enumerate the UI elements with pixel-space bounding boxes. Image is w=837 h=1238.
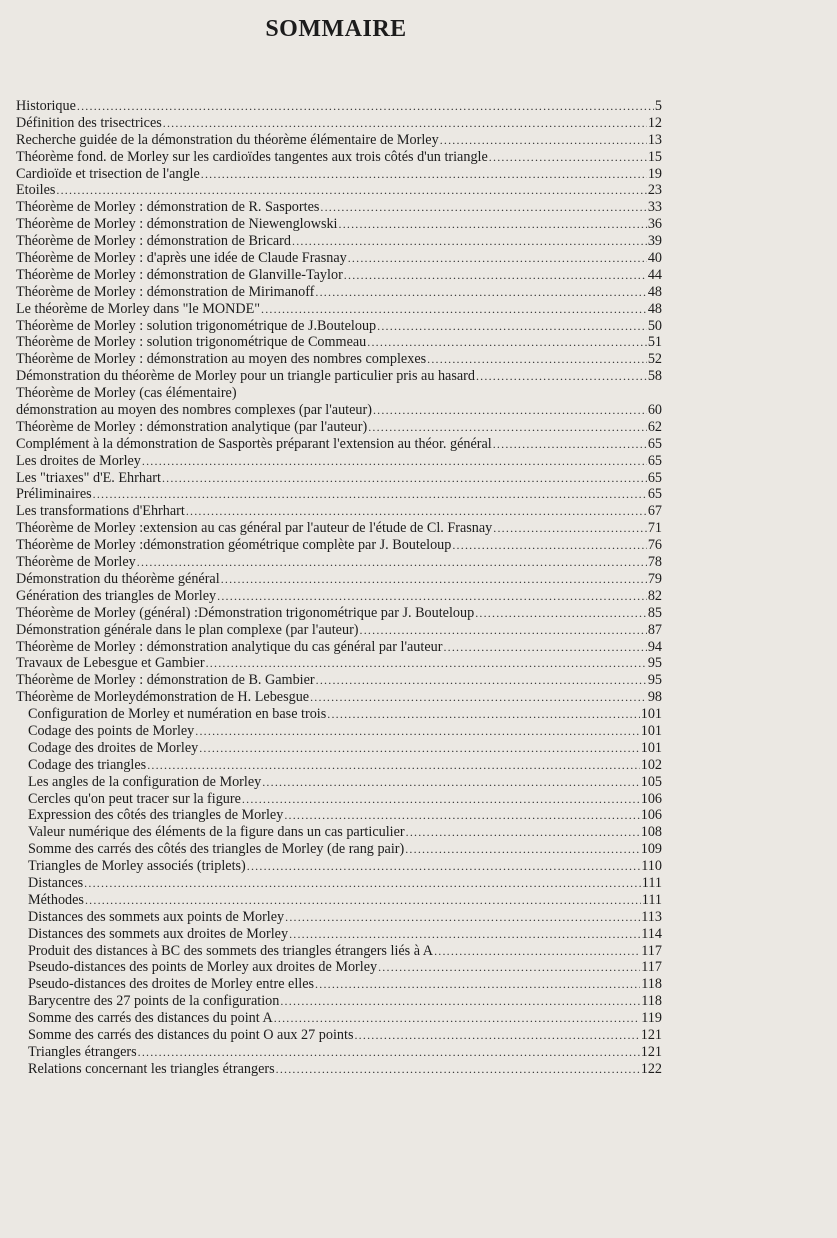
dot-leader <box>242 791 640 808</box>
toc-entry-page-number: 101 <box>640 722 662 739</box>
dot-leader <box>489 149 647 166</box>
dot-leader <box>261 301 647 318</box>
toc-entry-label: Les "triaxes" d'E. Ehrhart <box>16 469 161 486</box>
toc-entry-label: Méthodes <box>28 891 84 908</box>
toc-entry <box>16 655 662 672</box>
toc-entry-label: Théorème de Morley : démonstration de Mirimanoff <box>16 283 315 300</box>
toc-entry-label: Théorème de Morley : démonstration de B. Gambier <box>16 672 315 689</box>
toc-entry-label: Complément à la démonstration de Sasportès préparant l'extension au théor. général <box>16 435 492 452</box>
dot-leader <box>285 909 640 926</box>
toc-entry-page-number: 117 <box>641 959 662 976</box>
dot-leader <box>142 453 647 470</box>
toc-entry-page-number: 48 <box>647 300 662 317</box>
toc-entry <box>16 554 662 571</box>
toc-entry <box>16 250 662 267</box>
toc-entry-label: Théorème de Morley :extension au cas général par l'auteur de l'étude de Cl. Frasnay <box>16 520 493 537</box>
toc-entry-label: Démonstration du théorème de Morley pour un triangle particulier pris au hasard <box>16 368 475 385</box>
toc-entry-label: Codage des droites de Morley <box>28 739 199 756</box>
toc-entry-label: Théorème de Morley : démonstration de R. Sasportes <box>16 199 320 216</box>
dot-leader <box>440 132 647 149</box>
toc-entry-page-number: 121 <box>640 1026 662 1043</box>
toc-entry-label: Théorème de Morley (général) :Démonstration trigonométrique par J. Bouteloup <box>16 604 475 621</box>
toc-entry-page-number: 65 <box>647 469 662 486</box>
toc-entry-page-number: 50 <box>647 317 662 334</box>
toc-entry-label: Somme des carrés des côtés des triangles de Morley (de rang pair) <box>28 841 405 858</box>
dot-leader <box>339 216 647 233</box>
toc-entry <box>16 267 662 284</box>
toc-entry-label: Les droites de Morley <box>16 452 141 469</box>
toc-entry-page-number: 48 <box>647 283 662 300</box>
toc-entry-page-number: 108 <box>640 824 662 841</box>
dot-leader <box>405 841 639 858</box>
toc-entry <box>16 757 662 774</box>
toc-entry-page-number: 13 <box>647 131 662 148</box>
toc-entry-label: Triangles de Morley associés (triplets) <box>28 858 246 875</box>
dot-leader <box>320 199 646 216</box>
dot-leader <box>284 807 639 824</box>
toc-entry <box>16 622 662 639</box>
dot-leader <box>85 892 641 909</box>
toc-entry-page-number: 118 <box>641 976 662 993</box>
toc-entry <box>16 1061 662 1078</box>
toc-entry-label: Théorème de Morley : démonstration au moyen des nombres complexes <box>16 351 427 368</box>
dot-leader <box>147 757 640 774</box>
toc-entry-label: Somme des carrés des distances du point O aux 27 points <box>28 1026 354 1043</box>
dot-leader <box>137 554 647 571</box>
toc-entry-page-number: 101 <box>640 739 662 756</box>
toc-entry <box>16 875 662 892</box>
dot-leader <box>315 284 646 301</box>
toc-entry-label: Recherche guidée de la démonstration du théorème élémentaire de Morley <box>16 131 439 148</box>
dot-leader <box>221 571 647 588</box>
toc-entry-page-number: 111 <box>641 874 662 891</box>
dot-leader <box>274 1010 641 1027</box>
dot-leader <box>493 520 647 537</box>
toc-entry-page-number: 71 <box>647 520 662 537</box>
toc-entry-page-number: 51 <box>647 334 662 351</box>
toc-entry <box>16 318 662 335</box>
dot-leader <box>427 351 647 368</box>
toc-entry-label: Théorème de Morley : d'après une idée de Claude Frasnay <box>16 250 347 267</box>
toc-entry-label: Les angles de la configuration de Morley <box>28 773 262 790</box>
toc-entry-page-number: 79 <box>647 570 662 587</box>
toc-entry <box>16 706 662 723</box>
toc-entry-label: Configuration de Morley et numération en base trois <box>28 706 327 723</box>
dot-leader <box>354 1027 639 1044</box>
dot-leader <box>452 537 646 554</box>
toc-entry-page-number: 39 <box>647 233 662 250</box>
toc-entry-label: Théorème de Morley : solution trigonométrique de J.Bouteloup <box>16 317 377 334</box>
toc-entry-page-number: 95 <box>647 655 662 672</box>
dot-leader <box>443 639 646 656</box>
toc-entry <box>16 909 662 926</box>
toc-entry-page-number: 117 <box>641 942 662 959</box>
dot-leader <box>162 470 647 487</box>
dot-leader <box>217 588 647 605</box>
toc-entry-page-number: 40 <box>647 250 662 267</box>
toc-entry-label: Valeur numérique des éléments de la figure dans un cas particulier <box>28 824 405 841</box>
toc-entry <box>16 199 662 216</box>
dot-leader <box>247 858 640 875</box>
toc-entry <box>16 993 662 1010</box>
toc-entry-label: Théorème de Morley : démonstration de Glanville-Taylor <box>16 266 343 283</box>
dot-leader <box>262 774 639 791</box>
dot-leader <box>316 672 647 689</box>
toc-entry-page-number: 60 <box>647 402 662 419</box>
toc-entry-label: Les transformations d'Ehrhart <box>16 503 185 520</box>
dot-leader <box>315 976 640 993</box>
toc-entry-label: Etoiles <box>16 182 56 199</box>
dot-leader <box>378 959 640 976</box>
toc-entry-page-number: 12 <box>647 114 662 131</box>
dot-leader <box>292 233 647 250</box>
dot-leader <box>201 166 647 183</box>
toc-entry <box>16 588 662 605</box>
toc-entry-page-number: 114 <box>641 925 662 942</box>
toc-entry-page-number: 78 <box>647 554 662 571</box>
toc-entry <box>16 470 662 487</box>
toc-entry <box>16 689 662 706</box>
toc-entry-page-number: 15 <box>647 148 662 165</box>
toc-entry-label: Théorème de Morley : solution trigonométrique de Commeau <box>16 334 367 351</box>
toc-entry-label: Historique <box>16 98 76 114</box>
dot-leader <box>377 318 647 335</box>
dot-leader <box>475 605 647 622</box>
toc-entry <box>16 841 662 858</box>
toc-entry-label: Cardioïde et trisection de l'angle <box>16 165 200 182</box>
toc-entry-label: Théorème de Morley : démonstration de Niewenglowski <box>16 216 338 233</box>
toc-entry-page-number: 33 <box>647 199 662 216</box>
toc-entry <box>16 216 662 233</box>
toc-entry-page-number: 87 <box>647 621 662 638</box>
toc-entry <box>16 301 662 318</box>
toc-entry-label: Travaux de Lebesgue et Gambier <box>16 655 205 672</box>
toc-entry-label: Codage des points de Morley <box>28 722 195 739</box>
toc-entry-label: démonstration au moyen des nombres complexes (par l'auteur) <box>16 402 372 419</box>
toc-entry-page-number: 109 <box>640 841 662 858</box>
toc-entry <box>16 385 662 402</box>
toc-entry-page-number: 102 <box>640 756 662 773</box>
toc-entry-page-number: 98 <box>647 689 662 706</box>
toc-entry <box>16 503 662 520</box>
toc-entry-label: Triangles étrangers <box>28 1043 137 1060</box>
toc-entry-label: Distances des sommets aux droites de Morley <box>28 925 289 942</box>
toc-entry-page-number: 119 <box>641 1010 662 1027</box>
dot-leader <box>195 723 639 740</box>
dot-leader <box>310 689 647 706</box>
toc-entry-label: Théorème de Morley (cas élémentaire) <box>16 385 237 402</box>
toc-entry <box>16 1010 662 1027</box>
toc-entry <box>16 605 662 622</box>
toc-entry-page-number: 58 <box>647 368 662 385</box>
toc-entry <box>16 402 662 419</box>
toc-entry-page-number: 44 <box>647 266 662 283</box>
toc-entry-page-number: 67 <box>647 503 662 520</box>
toc-entry <box>16 959 662 976</box>
toc-entry-page-number: 23 <box>647 182 662 199</box>
dot-leader <box>276 1061 640 1078</box>
toc-entry-label: Théorème de Morley : démonstration analytique (par l'auteur) <box>16 418 368 435</box>
dot-leader <box>77 98 654 115</box>
toc-entry <box>16 1027 662 1044</box>
dot-leader <box>360 622 647 639</box>
page-title: SOMMAIRE <box>265 16 407 42</box>
toc-entry <box>16 334 662 351</box>
toc-entry <box>16 774 662 791</box>
toc-entry-label: Démonstration du théorème général <box>16 570 220 587</box>
toc-entry-page-number: 106 <box>640 807 662 824</box>
toc-entry <box>16 453 662 470</box>
toc-entry <box>16 791 662 808</box>
toc-entry-label: Pseudo-distances des points de Morley aux droites de Morley <box>28 959 378 976</box>
toc-entry-page-number: 19 <box>647 165 662 182</box>
toc-entry-page-number: 85 <box>647 604 662 621</box>
toc-entry-label: Théorème de Morley : démonstration analytique du cas général par l'auteur <box>16 638 443 655</box>
toc-entry <box>16 115 662 132</box>
toc-entry-page-number: 65 <box>647 435 662 452</box>
dot-leader <box>289 926 640 943</box>
dot-leader <box>434 943 640 960</box>
toc-entry-page-number: 101 <box>640 706 662 723</box>
toc-entry-page-number: 110 <box>641 858 662 875</box>
toc-entry <box>16 723 662 740</box>
toc-entry-page-number: 113 <box>641 908 662 925</box>
toc-entry-page-number: 76 <box>647 537 662 554</box>
toc-entry <box>16 233 662 250</box>
toc-entry <box>16 1044 662 1061</box>
toc-entry <box>16 284 662 301</box>
toc-entry-label: Définition des trisectrices <box>16 114 162 131</box>
toc-entry-label: Relations concernant les triangles étrangers <box>28 1060 275 1077</box>
dot-leader <box>84 875 641 892</box>
toc-entry <box>16 740 662 757</box>
dot-leader <box>344 267 647 284</box>
dot-leader <box>138 1044 640 1061</box>
toc-entry <box>16 351 662 368</box>
toc-entry-label: Théorème fond. de Morley sur les cardioïdes tangentes aux trois côtés d'un triangle <box>16 148 488 165</box>
toc-entry-label: Préliminaires <box>16 486 92 503</box>
toc-entry-label: Distances <box>28 874 84 891</box>
toc-entry <box>16 166 662 183</box>
toc-entry-page-number: 65 <box>647 486 662 503</box>
toc-entry-page-number: 94 <box>647 638 662 655</box>
toc-entry-page-number: 62 <box>647 418 662 435</box>
toc-entry-label: Théorème de Morley :démonstration géométrique complète par J. Bouteloup <box>16 537 452 554</box>
toc-entry <box>16 672 662 689</box>
toc-entry-page-number: 36 <box>647 216 662 233</box>
toc-entry-page-number: 111 <box>641 891 662 908</box>
toc-entry-label: Théorème de Morley : démonstration de Bricard <box>16 233 291 250</box>
toc-entry-label: Cercles qu'on peut tracer sur la figure <box>28 790 241 807</box>
toc-entry <box>16 943 662 960</box>
toc-entry <box>16 149 662 166</box>
dot-leader <box>93 486 647 503</box>
toc-entry-label: Théorème de Morleydémonstration de H. Lebesgue <box>16 689 310 706</box>
toc-entry-label: Pseudo-distances des droites de Morley entre elles <box>28 976 315 993</box>
toc-entry <box>16 571 662 588</box>
toc-entry-page-number: 105 <box>640 773 662 790</box>
toc-entry-label: Démonstration générale dans le plan complexe (par l'auteur) <box>16 621 359 638</box>
toc-entry-label: Produit des distances à BC des sommets des triangles étrangers liés à A <box>28 942 434 959</box>
toc-entry-label: Le théorème de Morley dans "le MONDE" <box>16 300 261 317</box>
dot-leader <box>476 368 647 385</box>
toc-entry <box>16 892 662 909</box>
dot-leader <box>368 419 647 436</box>
toc-entry <box>16 639 662 656</box>
table-of-contents <box>16 98 662 1078</box>
toc-entry <box>16 858 662 875</box>
toc-entry <box>16 368 662 385</box>
toc-entry-page-number: 121 <box>640 1043 662 1060</box>
toc-entry-page-number: 118 <box>641 993 662 1010</box>
toc-entry-page-number: 95 <box>647 672 662 689</box>
toc-entry-page-number: 65 <box>647 452 662 469</box>
dot-leader <box>406 824 640 841</box>
dot-leader <box>493 436 647 453</box>
toc-entry-label: Distances des sommets aux points de Morley <box>28 908 285 925</box>
toc-entry-page-number: 122 <box>640 1060 662 1077</box>
dot-leader <box>367 334 647 351</box>
toc-entry <box>16 807 662 824</box>
toc-entry <box>16 926 662 943</box>
dot-leader <box>199 740 640 757</box>
toc-entry-label: Expression des côtés des triangles de Morley <box>28 807 284 824</box>
toc-entry <box>16 520 662 537</box>
toc-entry-page-number: 106 <box>640 790 662 807</box>
dot-leader <box>373 402 647 419</box>
toc-entry-label: Codage des triangles <box>28 756 147 773</box>
dot-leader <box>163 115 647 132</box>
toc-entry <box>16 419 662 436</box>
toc-entry-page-number: 5 <box>654 98 662 114</box>
toc-entry <box>16 486 662 503</box>
toc-entry <box>16 537 662 554</box>
toc-entry-label: Génération des triangles de Morley <box>16 587 217 604</box>
toc-entry-label: Théorème de Morley <box>16 554 136 571</box>
toc-entry-page-number: 52 <box>647 351 662 368</box>
dot-leader <box>56 182 646 199</box>
toc-entry <box>16 182 662 199</box>
toc-entry <box>16 98 662 115</box>
toc-entry-page-number: 82 <box>647 587 662 604</box>
dot-leader <box>206 655 647 672</box>
toc-entry-label: Somme des carrés des distances du point A <box>28 1010 273 1027</box>
toc-entry <box>16 132 662 149</box>
toc-entry <box>16 824 662 841</box>
dot-leader <box>327 706 639 723</box>
dot-leader <box>186 503 647 520</box>
dot-leader <box>280 993 640 1010</box>
toc-entry <box>16 436 662 453</box>
toc-entry-label: Barycentre des 27 points de la configuration <box>28 993 280 1010</box>
toc-entry <box>16 976 662 993</box>
dot-leader <box>348 250 647 267</box>
